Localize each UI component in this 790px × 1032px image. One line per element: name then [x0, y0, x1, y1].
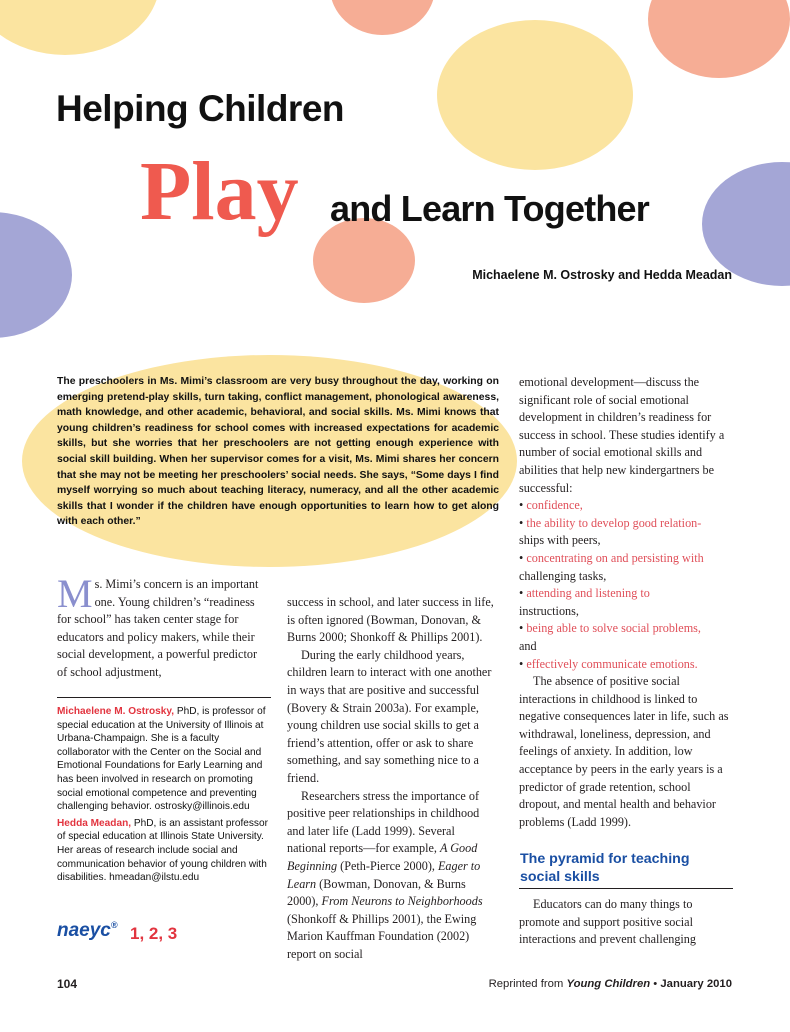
bullet-tail: instructions,: [519, 603, 579, 618]
bio-ostrosky: [57, 705, 269, 814]
intro-paragraph: The preschoolers in Ms. Mimi’s classroom are very busy throughout the day, working on emerging pretend-play skills, turn taking, conflict management, phonological awareness, math knowledge, and other academic, behavioral, and social skills. Ms. Mimi knows that young children’s readiness for school comes with increased expectations for academic skills, but she worries that her preschoolers are not getting enough experience with social skill building. When her supervisor comes for a visit, Ms. Mimi shares her concern that she may not be meeting her preschoolers’ social needs. She says, “Some days I find myself worrying so much about teaching literacy, numeracy, and all the other academic skills that I wonder if the children have enough opportunities to learn how to get along with each other.”: [57, 376, 499, 528]
col2-p3-text-a: Researchers stress the importance of positive peer relationships in childhood and later life (Ladd 1999). Several national reports—for example,: [287, 788, 480, 856]
bio-name-meadan: Hedda Meadan,: [57, 817, 132, 829]
drop-cap: M: [57, 571, 93, 616]
section-heading-pyramid: The pyramid for teaching social skills: [520, 851, 690, 885]
title-play-word: Play: [140, 145, 299, 238]
col2-paragraph-2: During the early childhood years, children learn to interact with one another in ways that are positive and successful (Bovery & Strain 2003a). For example, young children use social skills to get a friend’s attention, offer or ask to share something, and say something nice to a friend.: [287, 647, 492, 785]
salmon-circle-center: [313, 218, 415, 303]
bio-name-ostrosky: Michaelene M. Ostrosky,: [57, 706, 175, 717]
naeyc-logo-text: naeyc: [57, 920, 111, 941]
page-number: 104: [57, 977, 78, 991]
bullet-item: • being able to solve social problems, and: [519, 621, 701, 653]
col2-p3-title-1: A Good Beginning: [287, 841, 478, 873]
col3-paragraph-2: The absence of positive social interactions in childhood is linked to negative consequences later in life, such as withdrawal, loneliness, depression, and feelings of anxiety. In addition, low acceptance by peers in the early years is a predictor of grade retention, school dropout, and mental health and behavior problems (Ladd 1999).: [519, 674, 729, 829]
footer-publication: Young Children: [566, 978, 651, 990]
column-3-continued: [519, 896, 733, 949]
col1-text: s. Mimi’s concern is an important one. Young children’s “readiness for school” has taken center stage for educators and policy makers, while their social development, a powerful predictor of school adjustment,: [57, 577, 259, 679]
col2-p3-text-b: (Peth-Pierce 2000),: [337, 858, 438, 873]
naeyc-registered-mark: ®: [110, 920, 118, 930]
column-2: [287, 594, 495, 963]
bullet-tail: challenging tasks,: [519, 568, 607, 583]
footer-issue: January 2010: [660, 978, 732, 990]
col2-p3-title-3: From Neurons to Neighborhoods: [321, 894, 483, 909]
footer-separator: •: [650, 978, 661, 990]
yellow-circle-top-right: [437, 20, 633, 170]
col1-paragraph: [57, 571, 269, 682]
col3-paragraph-1: emotional development—discuss the significant role of social emotional development in children’s readiness for success in school. These studies identify a number of social emotional skills and abilities that help new kindergartners be successful:: [519, 375, 725, 495]
bullet-item: • confidence,: [519, 498, 583, 513]
bullet-text: the ability to develop good relation-: [526, 515, 702, 530]
bullet-item: • the ability to develop good relation- ships with peers,: [519, 515, 702, 548]
bio-divider: [57, 697, 271, 698]
footer-credit: [489, 978, 732, 990]
col2-paragraph-1: success in school, and later success in life, is often ignored (Bowman, Donovan, & Burns 2000; Shonkoff & Phillips 2001).: [287, 595, 494, 645]
bullet-text: attending and listening to: [526, 586, 650, 601]
salmon-circle-top-right: [648, 0, 790, 78]
author-bios: [57, 705, 269, 888]
bullet-text: concentrating on and persisting with: [526, 550, 704, 565]
bullet-tail: and: [519, 638, 537, 653]
bullet-text: effectively communicate emotions.: [526, 656, 698, 671]
yellow-circle-top-left: [0, 0, 160, 55]
col2-paragraph-3: [287, 788, 495, 964]
footer-reprinted: Reprinted from: [488, 978, 567, 990]
title-line-1: Helping Children: [56, 88, 344, 129]
heading-rule: [519, 888, 733, 889]
bullet-text: being able to solve social problems,: [526, 621, 701, 636]
bio-meadan: [57, 817, 269, 885]
byline: Michaelene M. Ostrosky and Hedda Meadan: [472, 268, 732, 282]
col4-paragraph: Educators can do many things to promote and support positive social interactions and prevent challenging: [519, 897, 696, 947]
col2-p3-title-2: Eager to Learn: [287, 858, 481, 891]
col2-p3-text-c: (Bowman, Donovan, & Burns 2000),: [287, 876, 466, 909]
salmon-circle-top-middle: [330, 0, 435, 35]
column-3: [519, 374, 733, 831]
skills-bullet-list: [519, 497, 733, 673]
bullet-tail: ships with peers,: [519, 533, 601, 548]
periwinkle-circle-left: [0, 212, 72, 338]
title-line-2: and Learn Together: [330, 188, 649, 229]
naeyc-standards-numbers: 1, 2, 3: [130, 924, 178, 943]
bio-text-ostrosky: PhD, is professor of special education at the University of Illinois at Urbana-Champaign. She is a faculty collaborator with the Center on the Social and Emotional Foundations for Early Learning and has been involved in research on promoting social emotional competence and preventing challenging behavior. ostrosky@illinois.edu: [57, 706, 266, 813]
naeyc-logo: [57, 920, 118, 942]
bullet-item: • attending and listening to instructions,: [519, 586, 650, 618]
col2-p3-text-d: (Shonkoff & Phillips 2001), the Ewing Marion Kauffman Foundation (2002) report on social: [287, 911, 477, 961]
bullet-item: • concentrating on and persisting with challenging tasks,: [519, 550, 704, 583]
bio-text-meadan: PhD, is an assistant professor of special education at Illinois State University. Her areas of research include social and communication behavior of young children with disabilities. hmeadan@ilstu.edu: [57, 817, 268, 884]
bullet-text: confidence,: [526, 498, 583, 513]
bullet-item: • effectively communicate emotions.: [519, 656, 698, 671]
column-1: [57, 571, 269, 682]
